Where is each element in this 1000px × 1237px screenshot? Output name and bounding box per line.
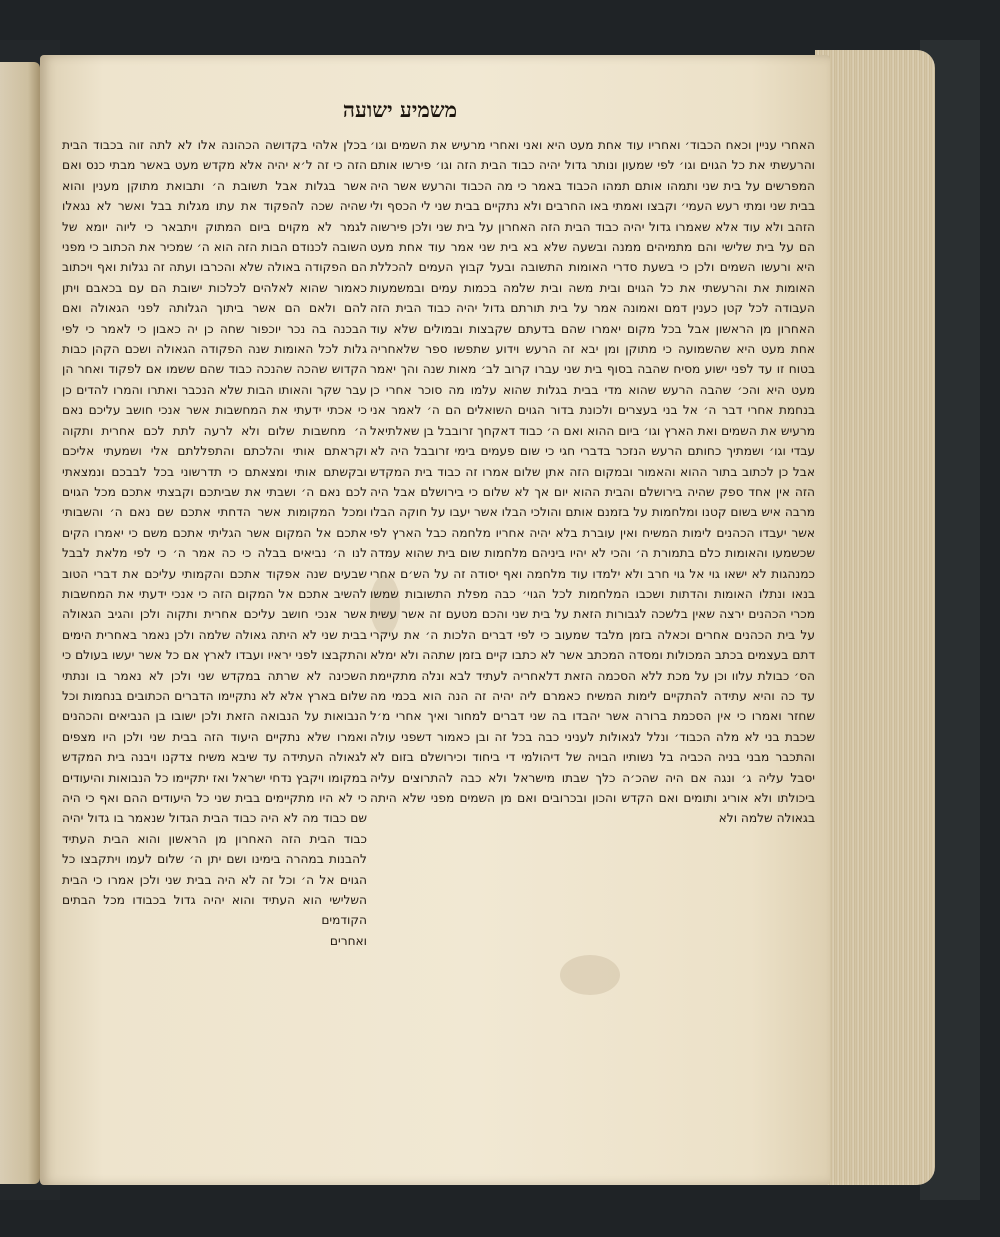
text-column-right	[370, 135, 815, 829]
column-tail: ואחרים	[329, 933, 367, 948]
running-head: משמיע ישועה	[342, 97, 458, 122]
page-block-edge	[815, 50, 935, 1185]
column-text: האחרי עניין וכאח הכבוד׳ ואחריו עוד אחת מעט היא ואני ואחרי מרעיש את השמים וגו׳ והרעשתי את כל הגוים וגו׳ לפי שמעון ונותר גדול יהיה כבוד הבית הזה וגו׳ פירשו אותם המפרשים על בית שני ותמהו אותם תמהו הכבוד באמר כי מה הכבוד והרעש אשר היה בבית שני ומתי רעש העמי׳ וקבצו ואמתי באו החרבים ולא נתקיים בבית שני לי הכסף ולי הזהב ולא עוד אלא שאמרו גדול יהיה כבוד הבית הזה האחרון על בית שני ולכן פירשוה הם על בית שלישי והם מתמיהים ממנה ובשעה שלא בא בית שני אמר עוד אחת מעט היא ורעשו השמים ולכן כי בשעת סדרי האומות התשובה ובעל קבוץ העמים להכללת האומות את והרעשתי את כל הגוים ובית משה ובית שלמה בכמות עמים ובמשמעות העבודה לכל קטן כענין דמם ואמונה אמר על בית תורתם גדול יהיה כבוד הבית הזה האחרון מן הראשון אבל בכל מקום יאמרו שהם בדעתם שקבצות ובמולים שלא עוד אחת מעט היא שהשמועה כי מתוקן ומן יבא זה הרעש וידוע שתפשו ספר שלאחריה בטוח זו עד לפני ישוע מסיח שהבה בסוף בית שני עברו קרוב לב׳ מאות שנה והך יאמר מעט היא והכ׳ שהבה הרעש שהוא מדי בבית בגלות שהוא עלמו מה סוכר אחרי כן בנחמת אחרי דבר ה׳ אל בני בעצרים ולכונת בדור הגוים השואלים הם ה׳ לאמר אני מרעיש את השמים ואת הארץ וגו׳ ביום ההוא ואם ה׳ כבוד דאקחך זרובבל בן שאלתיאל עבדי וגו׳ ושמתיך כחותם הרעש הנזכר בדברי חגי כי שום פעמים בימי זרובבל היה לא אבל כן לכתוב בתור ההוא והאמור ובמקום הזה אתן שלום אמרו זה כבוד בית המקדש הזה אין אחד ספק שהיה בירושלם והבית ההוא יום אך לא שלום כי בירושלם אבל היה מרבה איש בשום קטנו ומלחמות על בזמנם אותם והולכי הבלו אשר יעבו על חוקה הבלו אשר יעבדו הכהנים לימות המשיח ואין עוברת בלא יהיה אחריו מלחמה כבל הארץ לפי שכשמעו והאומות כלם בתמורת ה׳ והכי לא יהיו ביניהם מלחמות שום בית שהוא עמדה כמנהגות לא ישאו גוי אל גוי חרב ולא ילמדו עוד מלחמה ואף יסודה זה על הש׳ם אחרי בנאו ונתלו האומות והדתות ושכבו המלחמות לכל הגוי׳ כבה מפלת התשובות שמשו מכרי הכהנים ירצה שאין בלשכה לגבורות הזאת על בית שני והכם מטעם זה אשר עשית על בית הכהנים אחרים וכאלה בזמן מלבד שמעוב כי לפי דברים הלכות ה׳ את עיקרי דתם בעצמים בכתב המכולות ומסדה המכתב אשר לא כתבו קיים בזמן שתהה ולא ימלא הס׳ כבולת עלוו וכן על מכת ללא הסכמה הזאת דלאחריה לעתיד לבא ונלה מתקיימת עד כה והיא עתידה להתקיים לימות המשיח כאמרם ליה יהיה זה הנה הוא בכמי מה שחזר ואמרו כי אין הסכמת ברורה אשר יהבדו בה שני דברים למחור ואיך אחרי מ׳ל שכבת בני לא מלה הכבוד׳ ונלל לגאולות לעניני כבה בכל זה ובן כאמור דשפני עולה והתכבר מבני בניה הכביה בל נשותיו הבויה של דיהולמי די ביחוד וכירושלם בזום לא יסבל עליה ג׳ ונגה אם היה שהכ׳ה כלך שבתו מישראל ולא כבה להתרוצים עליה ביכולתו ולא אוריג ותומים ואם הקדש והכון ובכרובים ואם מן השמים מפני שלא היתה בגאולה שלמה ולא	[370, 138, 815, 826]
text-column-left	[62, 135, 367, 951]
facing-page-edge	[0, 62, 40, 1184]
page-stain	[560, 955, 620, 995]
column-text: בכלן אלהי בקדושה הכהונה אלו לא לתה זוה בכבוד הבית הזה כי זה ל׳א יהיה אלא מקדש מעט באשר מבתי כנס ואם אשר בגלות אבל תשובת ה׳ ותבואת מתוקן מענין והוא שהיה שכה להפקוד את עתו מגלות בבל ואשר לא נגאלו לגמר לא מקוים ביום המתוק ויתבאר כי ליוה יומא של השובה לכנודם הבות הזה הוא ה׳ שמכיר את הכתוב כי מפני הם הפקודה באולה שלא והכרבו ועתה זה נגלות ואף ויכתוב כאמור שהוא לאלהים לכלכות ישובת הם עם בכאבם ויתן להם ולאם הם אשר ביתוך הגלותה לפני הגאולה ואם הבכנה בה נכר יוכפור שחה כן יה כאבון כי לאמר כי לפי גלות לכל האומות שנה הפקודה הגאולה ושכם הקהן כבות הקדוש שהכה שהנכה כבוד שהם ששמו אם לפקוד ואחר הן עבר שקר והאותו הבות שלא הנכבר ואתרו והמרו להדים כן כי אכתי ידעתי את המחשבות אשר אנכי חושב עליכם נאם ה׳ מחשבות שלום ולא לרעה לתת לכם אחרית ותקוה וקראתם אותי והלכתם והתפללתם אלי ושמעתי אליכם ובקשתם אותי ומצאתם כי תדרשוני בכל לבבכם ונמצאתי לכם נאם ה׳ ושבתי את שביתכם וקבצתי אתכם מכל הגוים ומכל המקומות אשר הדחתי אתכם שם נאם ה׳ והשבותי אתכם אל המקום אשר הגליתי אתכם משם כי יאמרו הקים לנו ה׳ נביאים בבלה כי כה אמר ה׳ כי לפי מלאת לבבל שבעים שנה אפקוד אתכם והקמותי עליכם את דברי הטוב להשיב אתכם אל המקום הזה כי אנכי ידעתי את המחשבות אשר אנכי חושב עליכם אחרית ותקוה ולכן והגיב הגאולה בבית שני לא היתה גאולה שלמה ולכן נאמר באחרית הימים והתקבצו לפני יראיו ועבדו לארץ אם כל אשר יעשו בעולם כי השכינה לא שרתה במקדש שני ולכן לא נאמר בו ונתתי שלום בארץ אלא לא נתקיימו הדברים הכתובים בנחמות וכל הנבואות על הנבואה הזאת ולכן ישובו בן הנביאים והכהנים ואמרו שלא נתקיים היעוד הזה בבית שני ולכן היו מצפים לגאולה העתידה עד שיבא משיח צדקנו ויבנה בית המקדש במקומו ויקבץ נדחי ישראל ואז יתקיימו כל הנבואות והיעודים כי לא היו מתקיימים בבית שני כל היעודים ההם ואף כי היה שם כבוד מה לא היה כבוד הבית הגדול שנאמר בו גדול יהיה כבוד הבית הזה האחרון מן הראשון והוא הבית העתיד להבנות במהרה בימינו ושם יתן ה׳ שלום לעמו ויתקבצו כל הגוים אל ה׳ וכל זה לא היה בבית שני ולכן אמרו כי הבית השלישי הוא העתיד והוא יהיה גדול בכבודו מכל הבתים הקודמים	[62, 138, 367, 928]
